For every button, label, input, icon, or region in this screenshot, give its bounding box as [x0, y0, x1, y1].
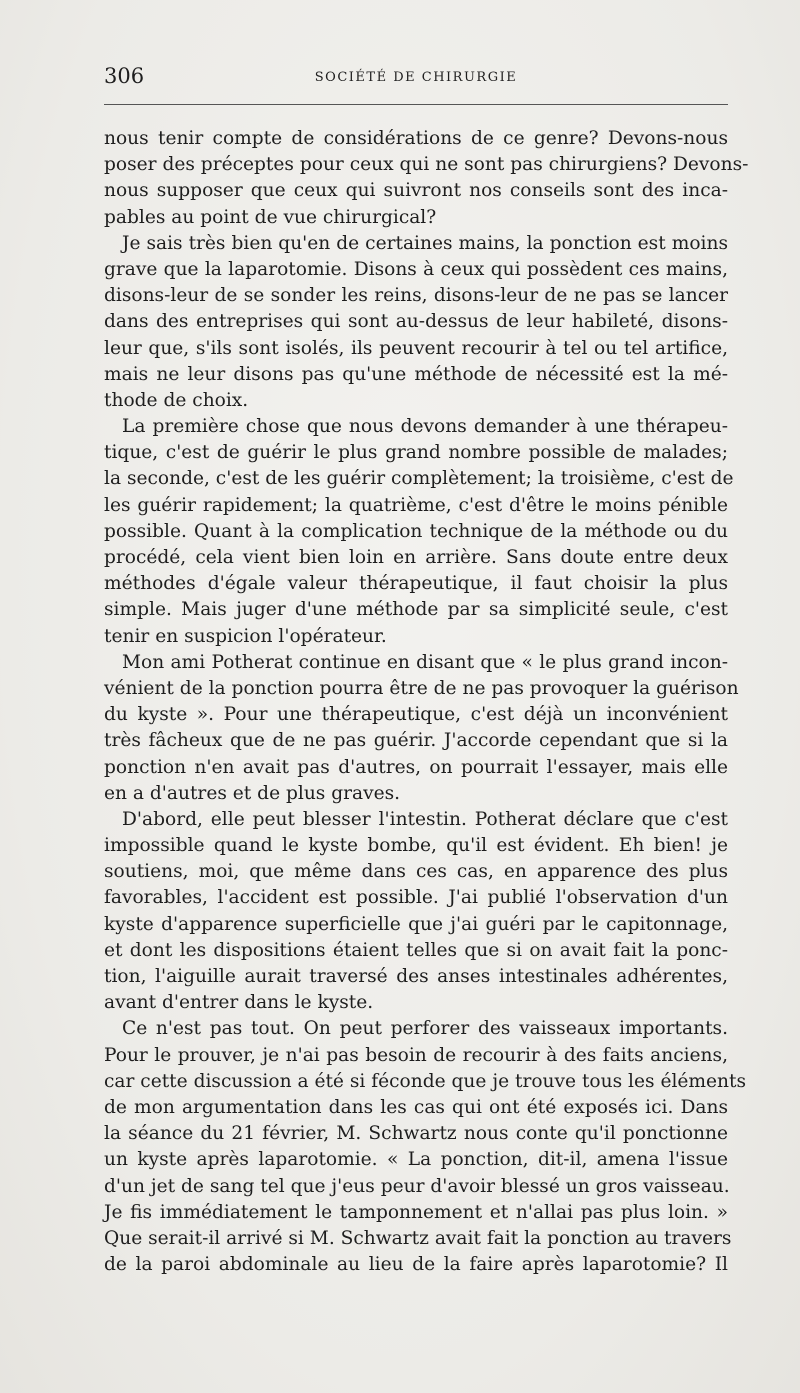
text-line: procédé, cela vient bien loin en arrière. Sans doute entre deux — [104, 547, 728, 568]
header-rule — [104, 104, 728, 105]
page-header — [104, 64, 728, 94]
text-line: thode de choix. — [104, 389, 249, 411]
text-line: de mon argumentation dans les cas qui ont été exposés ici. Dans — [104, 1096, 728, 1118]
page-number: 306 — [104, 64, 145, 88]
text-line: dans des entreprises qui sont au-dessus de leur habileté, disons- — [104, 311, 728, 333]
text-line: les guérir rapidement; la quatrième, c'est d'être le moins pénible — [104, 494, 728, 516]
text-line: un kyste après laparotomie. « La ponction, dit-il, amena l'issue — [104, 1149, 728, 1171]
text-line: de la paroi abdominale au lieu de la faire après laparotomie? Il — [104, 1254, 728, 1276]
text-line: Que serait-il arrivé si M. Schwartz avait fait la ponction au travers — [104, 1227, 732, 1249]
text-line: d'un jet de sang tel que j'eus peur d'avoir blessé un gros vaisseau. — [104, 1175, 730, 1197]
text-line: possible. Quant à la complication technique de la méthode ou du — [104, 520, 728, 542]
body-text — [104, 126, 749, 1278]
text-line: méthodes d'égale valeur thérapeutique, il faut choisir la plus — [104, 573, 728, 595]
text-line: tion, l'aiguille aurait traversé des anses intestinales adhérentes, — [104, 966, 728, 987]
text-line: en a d'autres et de plus graves. — [104, 782, 401, 804]
text-line: la seconde, c'est de les guérir complètement; la troisième, c'est de — [104, 468, 734, 490]
text-line: vénient de la ponction pourra être de ne pas provoquer la guérison — [104, 677, 739, 699]
text-line: et dont les dispositions étaient telles que si on avait fait la ponc- — [104, 939, 728, 961]
text-line: du kyste ». Pour une thérapeutique, c'est déjà un inconvénient — [104, 704, 728, 726]
text-line: nous tenir compte de considérations de ce genre? Devons-nous — [104, 128, 728, 149]
text-line: tenir en suspicion l'opérateur. — [104, 625, 387, 647]
text-line: avant d'entrer dans le kyste. — [104, 992, 374, 1014]
text-line: Mon ami Potherat continue en disant que « le plus grand incon- — [122, 651, 728, 673]
text-line: tique, c'est de guérir le plus grand nombre possible de malades; — [104, 442, 728, 464]
text-line: ponction n'en avait pas d'autres, on pourrait l'essayer, mais elle — [104, 756, 728, 778]
text-line: disons-leur de se sonder les reins, disons-leur de ne pas se lancer — [104, 285, 728, 307]
text-line: D'abord, elle peut blesser l'intestin. Potherat déclare que c'est — [122, 808, 728, 830]
text-line: Je fis immédiatement le tamponnement et n'allai pas plus loin. » — [104, 1201, 728, 1223]
text-line: très fâcheux que de ne pas guérir. J'accorde cependant que si la — [104, 730, 728, 752]
text-line: Je sais très bien qu'en de certaines mains, la ponction est moins — [122, 232, 728, 254]
text-line: Pour le prouver, je n'ai pas besoin de recourir à des faits anciens, — [104, 1044, 728, 1066]
text-line: favorables, l'accident est possible. J'ai publié l'observation d'un — [104, 887, 728, 909]
text-line: leur que, s'ils sont isolés, ils peuvent recourir à tel ou tel artifice, — [104, 337, 728, 359]
text-line: soutiens, moi, que même dans ces cas, en apparence des plus — [104, 861, 728, 883]
text-line: mais ne leur disons pas qu'une méthode de nécessité est la mé- — [104, 363, 728, 385]
text-line: simple. Mais juger d'une méthode par sa simplicité seule, c'est — [104, 599, 728, 621]
text-line: la séance du 21 février, M. Schwartz nous conte qu'il ponctionne — [104, 1123, 728, 1145]
text-line: pables au point de vue chirurgical? — [104, 206, 437, 228]
text-line: car cette discussion a été si féconde que je trouve tous les éléments — [104, 1070, 747, 1092]
text-line: nous supposer que ceux qui suivront nos conseils sont des inca- — [104, 180, 728, 202]
running-head: SOCIÉTÉ DE CHIRURGIE — [314, 70, 518, 85]
text-line: grave que la laparotomie. Disons à ceux qui possèdent ces mains, — [104, 258, 728, 280]
text-line: poser des préceptes pour ceux qui ne sont pas chirurgiens? Devons- — [104, 154, 749, 176]
text-line: Ce n'est pas tout. On peut perforer des vaisseaux importants. — [122, 1018, 728, 1040]
text-line: kyste d'apparence superficielle que j'ai guéri par le capitonnage, — [104, 913, 728, 935]
text-line: La première chose que nous devons demander à une thérapeu- — [122, 416, 728, 438]
text-line: impossible quand le kyste bombe, qu'il est évident. Eh bien! je — [104, 835, 728, 857]
